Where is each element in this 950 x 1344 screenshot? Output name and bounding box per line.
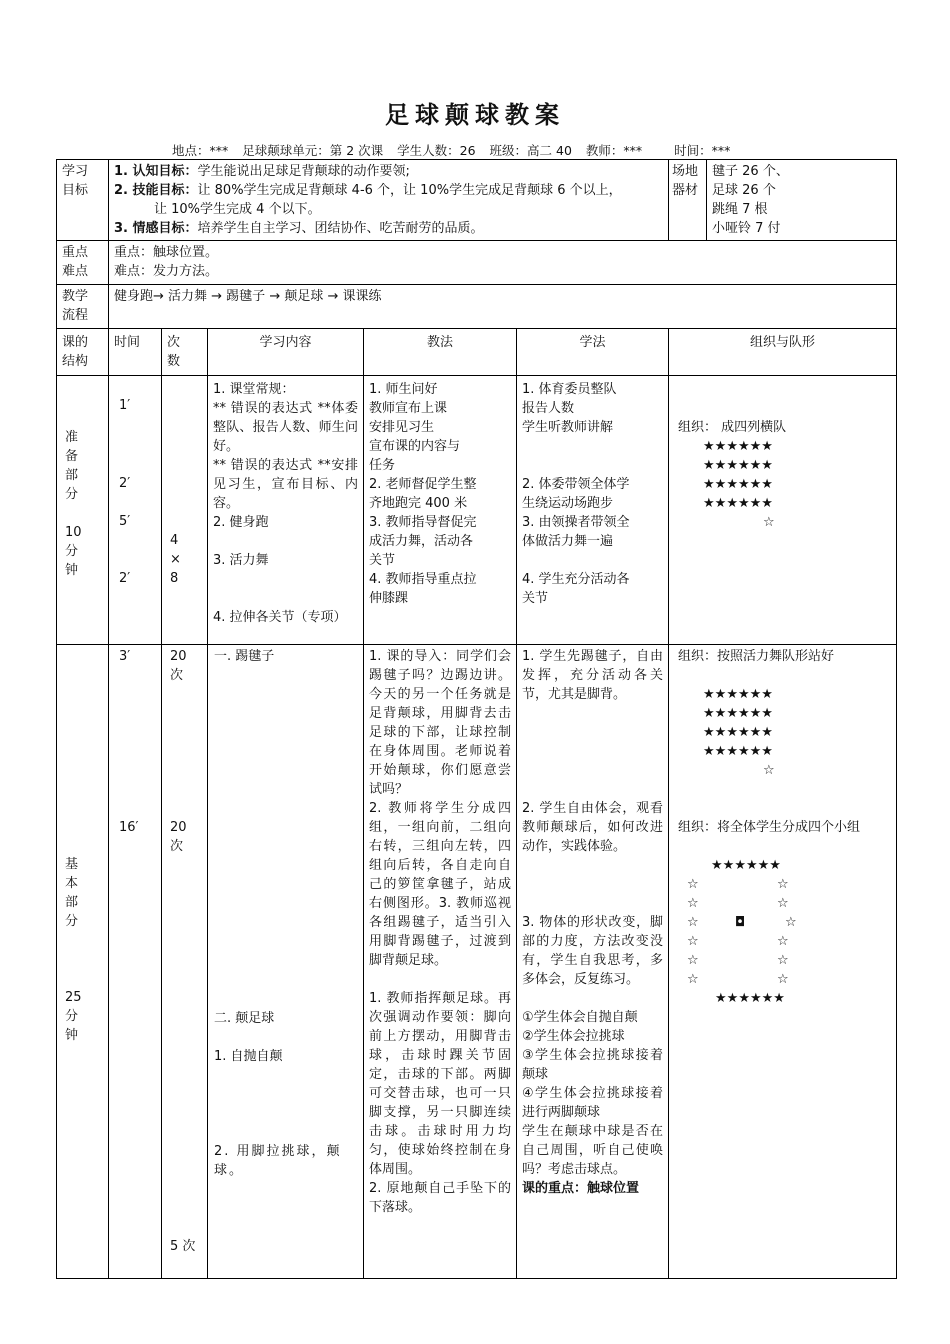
flow-row bbox=[57, 285, 897, 329]
objectives-label: 学习 目标 bbox=[57, 160, 109, 241]
basic-section-label: 基 本 部 分 25 分 钟 bbox=[57, 645, 109, 1279]
meta-location: 地点：*** bbox=[172, 143, 229, 158]
prep-section-label: 准 备 部 分 10 分 钟 bbox=[57, 376, 109, 645]
prep-organization: 组织： 成四列横队 ★★★★★★ ★★★★★★ ★★★★★★ ★★★★★★ ☆ bbox=[669, 376, 897, 645]
prep-learning: 1. 体育委员整队 报告人数 学生听教师讲解 2. 体委带领全体学 生绕运动场跑步 3. 由领操者带领全 体做活力舞一遍 4. 学生充分活动各 关节 bbox=[517, 376, 669, 645]
meta-students: 学生人数：26 bbox=[397, 143, 476, 158]
header-row bbox=[57, 329, 897, 376]
header-teaching: 教法 bbox=[364, 329, 517, 376]
keypoints-row bbox=[57, 241, 897, 285]
flow-label: 教学 流程 bbox=[57, 285, 109, 329]
basic-teaching: 1. 课的导入：同学们会踢毽子吗？边踢边讲。今天的另一个任务就是足背颠球，用脚背去击足球的下部，让球控制在身体周围。老师说着开始颠球，你们愿意尝试吗？ 2. 教师将学生分成四组，一组向前，二组向右转，三组向左转，四组向后转，各自走向自己的箩筐拿毽子，站成右侧图形。3. 教师巡视各组踢毽子，适当引入用脚背踢毽子，过渡到脚背颠足球。 1. 教师指挥颠足球。再次强调动作要领：脚向前上方摆动，用脚背击球，击球时踝关节固定，击球的下部。两脚可交替击球，也可一只脚支撑，另一只脚连续击球。击球时用力均匀，使球始终控制在身体周围。 2. 原地颠自己手坠下的下落球。 bbox=[364, 645, 517, 1279]
header-learning: 学法 bbox=[517, 329, 669, 376]
objectives-content: 1. 认知目标：学生能说出足球足背颠球的动作要领; 2. 技能目标：让 80%学生完成足背颠球 4-6 个，让 10%学生完成足背颠球 6 个以上， 让 10%学生完成 4 个以下。 3. 情感目标：培养学生自主学习、团结协作、吃苦耐劳的品质。 bbox=[109, 160, 669, 241]
prep-row bbox=[57, 376, 897, 645]
meta-teacher: 教师：*** bbox=[585, 143, 643, 158]
basic-content: 一. 踢毽子 二. 颠足球 1. 自抛自颠 2. 用脚拉挑球，颠球。 bbox=[208, 645, 364, 1279]
keypoints-content: 重点：触球位置。 难点：发力方法。 bbox=[109, 241, 897, 285]
header-count: 次 数 bbox=[162, 329, 208, 376]
meta-unit: 足球颠球单元：第 2 次课 bbox=[242, 143, 384, 158]
basic-times: 3′ 16′ bbox=[109, 645, 162, 1279]
objectives-row bbox=[57, 160, 897, 241]
flow-content: 健身跑→ 活力舞 → 踢毽子 → 颠足球 → 课课练 bbox=[109, 285, 897, 329]
prep-counts: 4 × 8 bbox=[162, 376, 208, 645]
lesson-table bbox=[56, 159, 897, 1279]
basic-row bbox=[57, 645, 897, 1279]
keypoints-label: 重点 难点 bbox=[57, 241, 109, 285]
header-content: 学习内容 bbox=[208, 329, 364, 376]
header-structure: 课的 结构 bbox=[57, 329, 109, 376]
prep-content: 1. 课堂常规： ** 错误的表达式 **体委整队、报告人数、师生问好。 ** 错误的表达式 **安排见习生，宣布目标、内容。 2. 健身跑 3. 活力舞 4. 拉伸各关节（专项） bbox=[208, 376, 364, 645]
equipment-list: 毽子 26 个、 足球 26 个 跳绳 7 根 小哑铃 7 付 bbox=[707, 160, 897, 241]
header-time: 时间 bbox=[109, 329, 162, 376]
page-title: 足球颠球教案 bbox=[385, 101, 565, 129]
basic-counts: 20 次 20 次 5 次 bbox=[162, 645, 208, 1279]
header-organization: 组织与队形 bbox=[669, 329, 897, 376]
meta-line bbox=[172, 141, 740, 159]
equipment-label: 场地 器材 bbox=[669, 160, 707, 241]
prep-teaching: 1. 师生问好 教师宣布上课 安排见习生 宣布课的内容与 任务 2. 老师督促学生整 齐地跑完 400 米 3. 教师指导督促完 成活力舞，活动各 关节 4. 教师指导重点拉 伸膝踝 bbox=[364, 376, 517, 645]
basic-organization: 组织：按照活力舞队形站好 ★★★★★★ ★★★★★★ ★★★★★★ ★★★★★★ ☆ 组织：将全体学生分成四个小组 ★★★★★★ ☆ ☆ ☆ ☆ ☆ ◘ ☆ ☆ ☆ ☆ ☆ ☆ ☆ ★★★★★★ bbox=[669, 645, 897, 1279]
prep-times: 1′ 2′ 5′ 2′ bbox=[109, 376, 162, 645]
basic-learning: 1. 学生先踢毽子，自由发挥，充分活动各关节，尤其是脚背。 2. 学生自由体会，观看教师颠球后，如何改进动作，实践体验。 3. 物体的形状改变，脚部的力度，方法改变没有，学生自我思考，多多体会，反复练习。 ①学生体会自抛自颠 ②学生体会拉挑球 ③学生体会拉挑球接着颠球 ④学生体会拉挑球接着进行两脚颠球 学生在颠球中球是否在自己周围，听自己使唤吗？考虑击球点。 课的重点：触球位置 bbox=[517, 645, 669, 1279]
meta-class: 班级：高二 40 bbox=[489, 143, 572, 158]
meta-time: 时间：*** bbox=[674, 143, 731, 158]
